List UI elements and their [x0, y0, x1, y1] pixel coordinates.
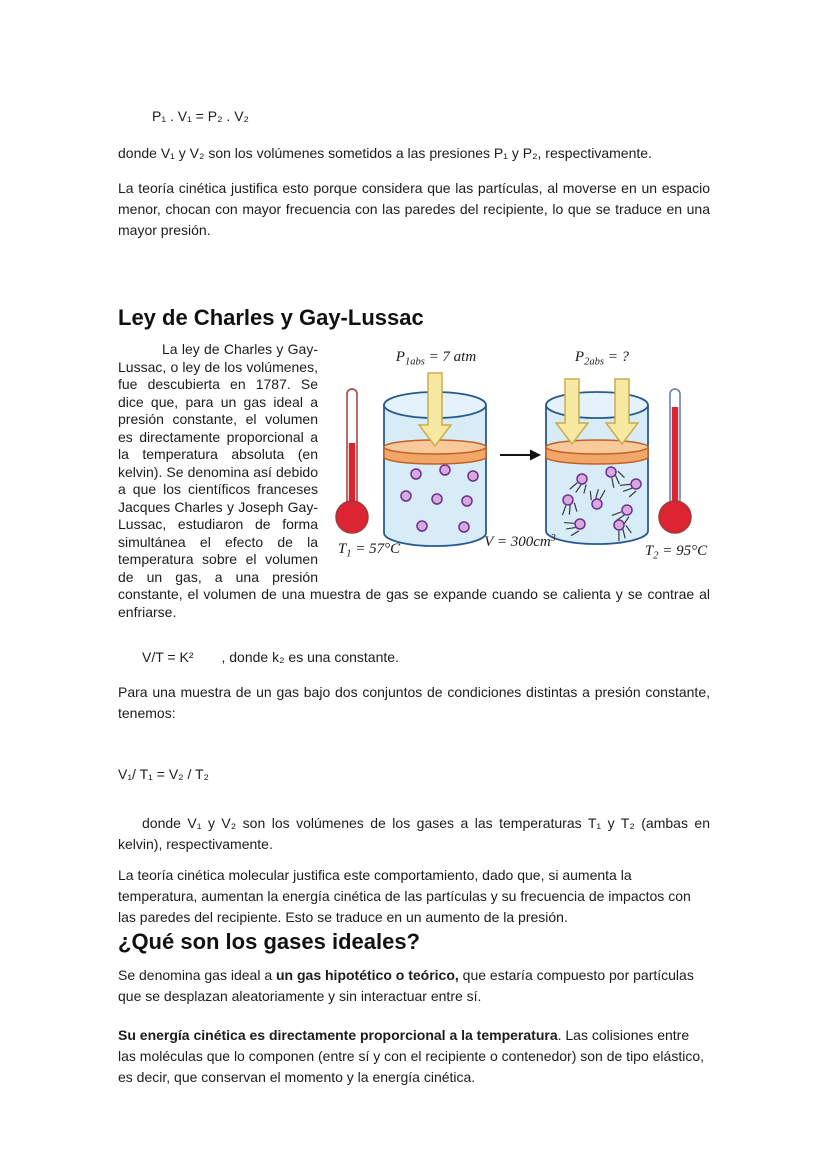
charles-section	[118, 341, 710, 621]
temperature2-label: $T_2 = 95^\circ C$	[644, 543, 708, 562]
sample-conditions-paragraph: Para una muestra de un gas bajo dos conjuntos de condiciones distintas a presión constante, tenemos:	[118, 684, 710, 721]
vt-formula: V/T = K²	[142, 649, 194, 665]
ideal-gases-heading: ¿Qué son los gases ideales?	[118, 929, 420, 954]
ratio-formula: V₁/ T₁ = V₂ / T₂	[118, 766, 209, 782]
ideal-def-text-2: que estaría compuesto por partículas que se desplazan aleatoriamente y sin interactuar entre sí.	[118, 967, 694, 1004]
ideal-def-text: Se denomina gas ideal a	[118, 967, 276, 983]
energy-text: . Las colisiones entre las moléculas que lo componen (entre sí y con el recipiente o contenedor) son de tipo elástico, es decir, que conservan el momento y la energía cinética.	[118, 1027, 705, 1085]
boyle-kinetic-paragraph: La teoría cinética justifica esto porque considera que las partículas, al moverse en un espacio menor, chocan con mayor frecuencia con las paredes del recipiente, lo que se traduce en una mayor presión.	[118, 180, 710, 238]
boyle-note: donde V₁ y V₂ son los volúmenes sometidos a las presiones P₁ y P₂, respectivamente.	[118, 145, 652, 161]
beaker-heated	[546, 379, 648, 544]
volume-label: $V = 300cm^3$	[484, 533, 556, 550]
energy-bold: Su energía cinética es directamente proporcional a la temperatura	[118, 1027, 558, 1043]
thermometer-hot-icon	[659, 389, 691, 533]
beaker-initial	[384, 373, 486, 546]
temperature1-label: $T_1 = 57^\circ C$	[337, 541, 401, 560]
flow-arrow-icon	[500, 450, 541, 461]
gas-law-diagram	[324, 343, 716, 575]
gas-expansion-figure	[324, 343, 716, 575]
boyle-formula: P₁ . V₁ = P₂ . V₂	[152, 108, 249, 124]
piston-right	[546, 440, 648, 464]
charles-law-heading: Ley de Charles y Gay-Lussac	[118, 305, 424, 330]
pressure1-label: $P_{1abs} = 7$ atm	[395, 349, 477, 368]
vt-formula-note: , donde k₂ es una constante.	[221, 649, 399, 665]
pressure2-label: $P_{2abs}$ = ?	[574, 349, 630, 368]
ideal-definition-paragraph	[118, 965, 710, 1007]
ratio-note: donde V₁ y V₂ son los volúmenes de los gases a las temperaturas T₁ y T₂ (ambas en kelvin), respectivamente.	[118, 815, 710, 852]
kinetic-energy-paragraph	[118, 1025, 710, 1088]
thermometer-cold-icon	[336, 389, 368, 533]
kinetic-molecular-paragraph: La teoría cinética molecular justifica este comportamiento, dado que, si aumenta la temperatura, aumentan la energía cinética de las partículas y su frecuencia de impactos con las paredes del recipiente. Esto se traduce en un aumento de la presión.	[118, 867, 691, 925]
vt-formula-line	[118, 647, 710, 668]
ideal-def-bold: un gas hipotético o teórico,	[276, 967, 459, 983]
charles-paragraph: La ley de Charles y Gay-Lussac, o ley de los volúmenes, fue descubierta en 1787. Se dice que, para un gas ideal a presión constante, el volumen es directamente proporcional a la temperatura absoluta (en kelvin). Se denomina así debido a que los científicos franceses Jacques Charles y Joseph Gay-Lussac, estudiaron de forma simultánea el efecto de la temperatura sobre el volumen de un gas, a una presión constante, el volumen de una muestra de gas se expande cuando se calienta y se contrae al enfriarse.	[118, 341, 710, 620]
